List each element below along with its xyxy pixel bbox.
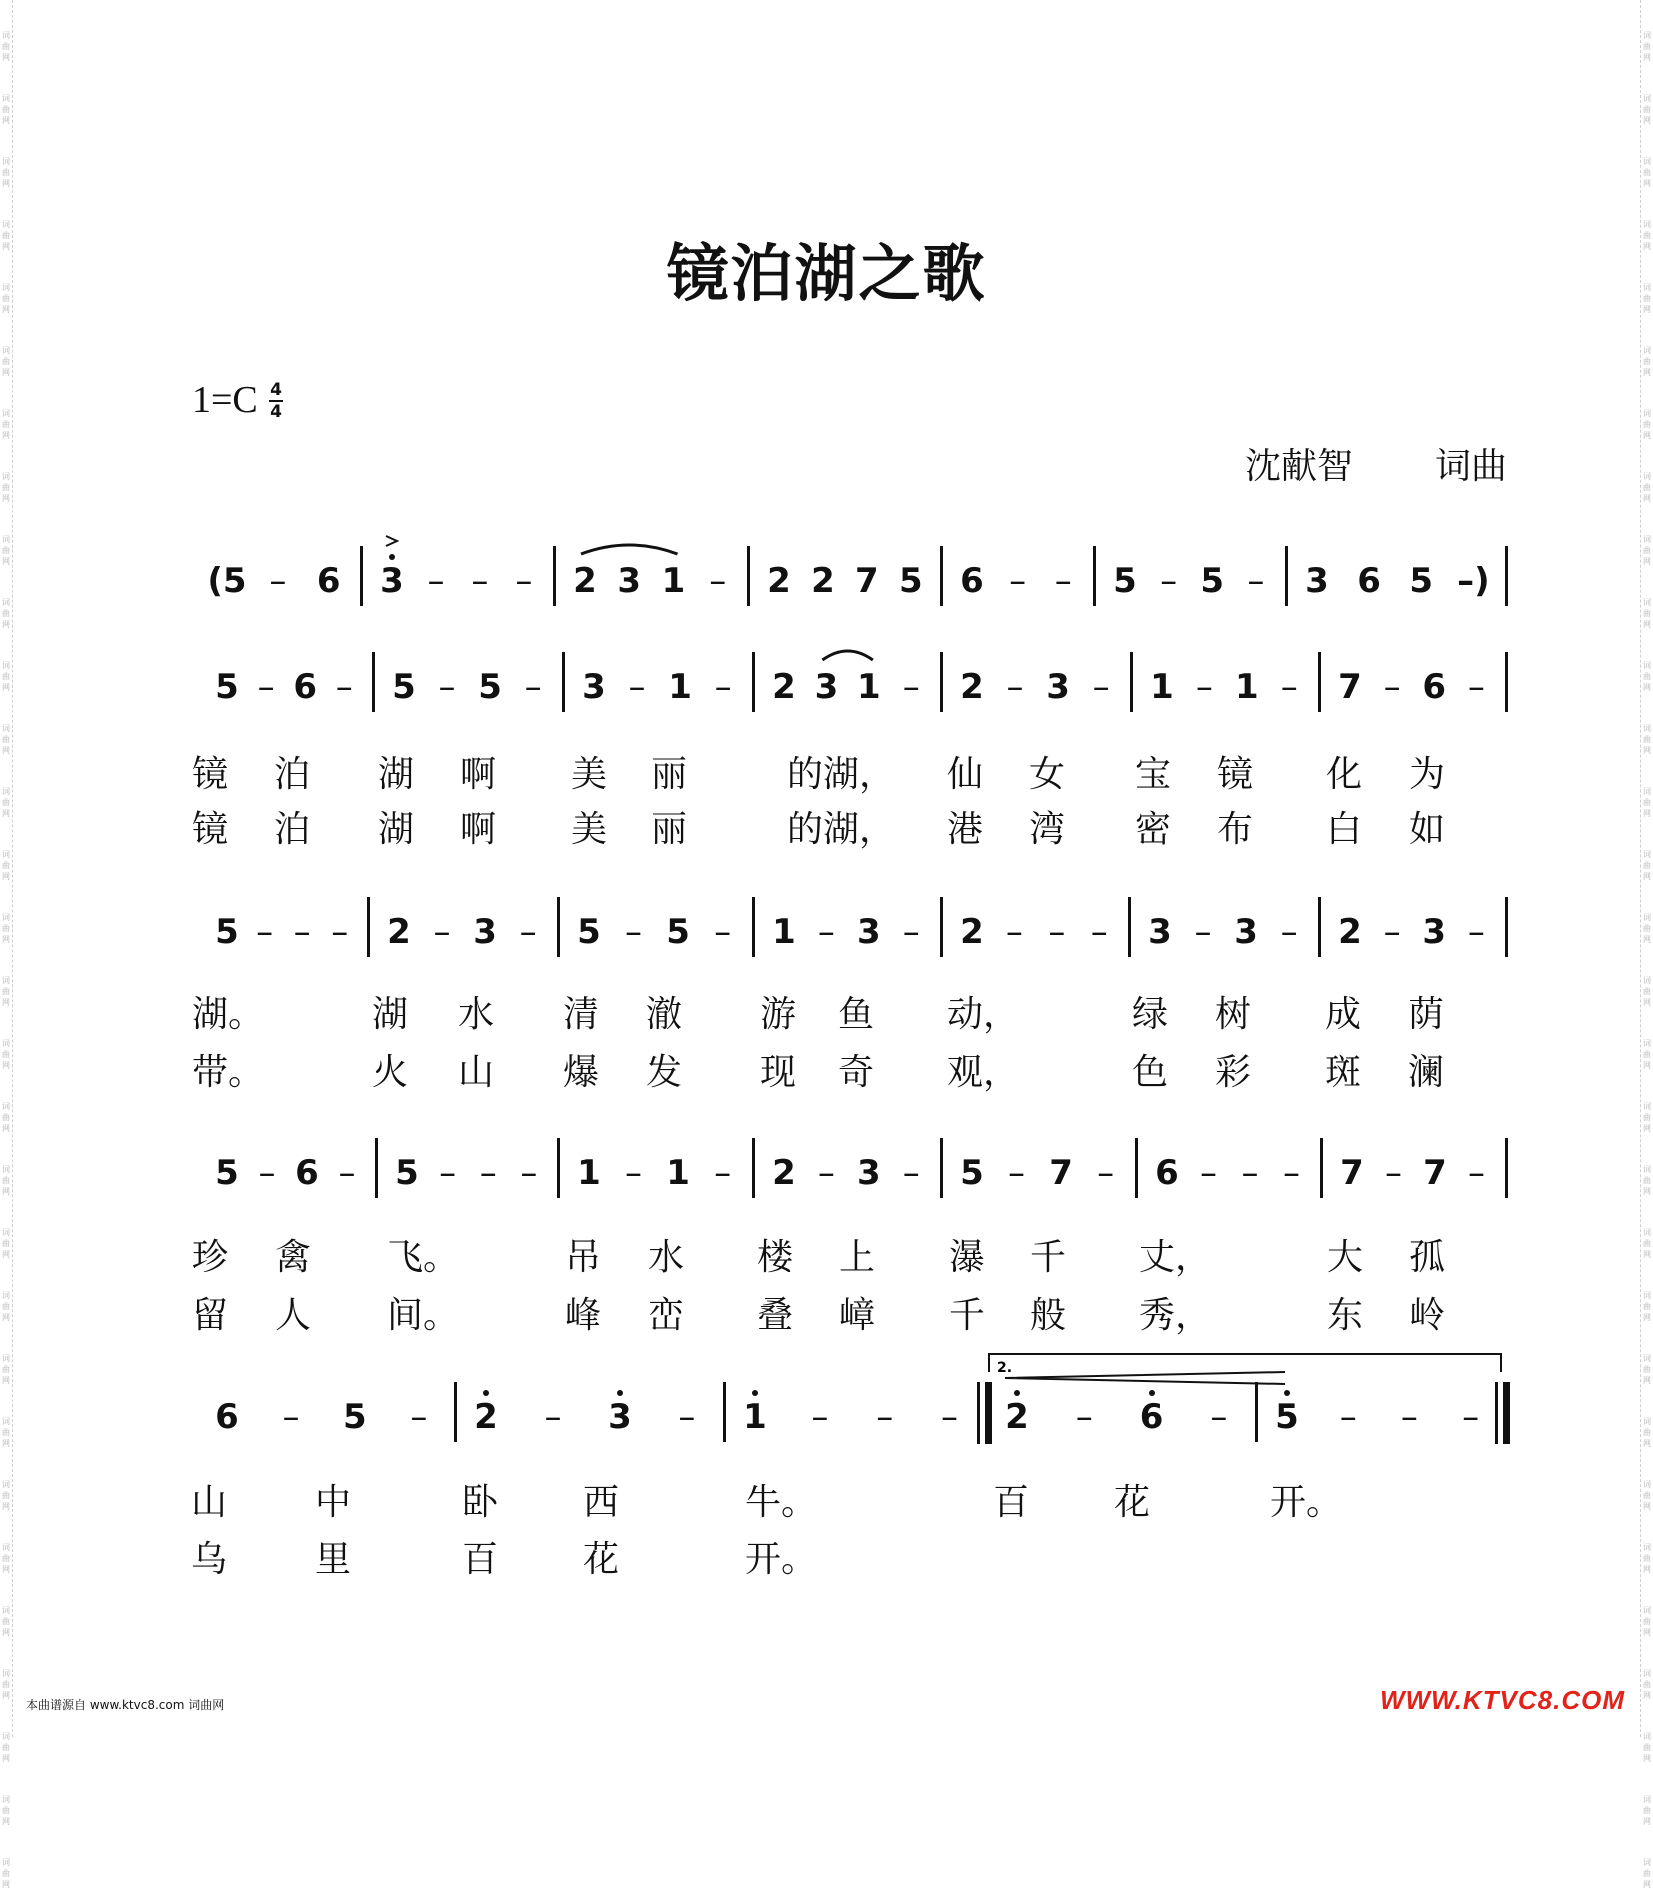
lyric-syllable: 山 xyxy=(458,1052,495,1093)
lyric-syllable: 镜 xyxy=(1217,754,1254,795)
note: 5 xyxy=(960,1153,984,1193)
lyric-syllable: 吊 xyxy=(565,1237,602,1278)
note: 2 xyxy=(960,667,984,707)
watermark-glyph: 词 曲 网 xyxy=(2,1795,10,1826)
note: 6 xyxy=(1155,1153,1179,1193)
duration-dash: – xyxy=(1400,1397,1418,1437)
duration-dash: – xyxy=(876,1397,894,1437)
note: 5 xyxy=(215,1153,239,1193)
song-title: 镜泊湖之歌 xyxy=(666,237,987,310)
note: 3 xyxy=(608,1397,632,1437)
note: 1 xyxy=(666,1153,690,1193)
lyric-syllable: 楼 xyxy=(757,1237,794,1278)
lyric-syllable: 西 xyxy=(583,1482,620,1523)
duration-dash: – xyxy=(1280,912,1298,952)
lyric-syllable: 珍 xyxy=(192,1237,229,1278)
note: 5 xyxy=(1275,1397,1299,1437)
lyric-syllable: 湾 xyxy=(1029,809,1066,850)
lyric-syllable: 东 xyxy=(1327,1295,1364,1336)
note: 6 xyxy=(960,561,984,601)
note: 5 xyxy=(215,667,239,707)
watermark-glyph: 词 曲 网 xyxy=(2,1291,10,1322)
watermark-glyph: 词 曲 网 xyxy=(1643,1165,1651,1196)
note: 5 xyxy=(1200,561,1225,601)
composer-name: 沈献智 xyxy=(1245,446,1354,487)
duration-dash: – xyxy=(439,1153,457,1193)
lyric-syllable: 港 xyxy=(947,809,984,850)
lyric-syllable: 化 xyxy=(1326,754,1363,795)
note: 2 xyxy=(772,667,796,707)
lyric-syllable: 水 xyxy=(458,994,495,1035)
note: 5 xyxy=(1113,561,1137,601)
duration-dash: – xyxy=(544,1397,562,1437)
lyric-syllable: 瀑 xyxy=(949,1237,986,1278)
slur xyxy=(581,545,677,554)
duration-dash: – xyxy=(1467,667,1485,707)
lyric-syllable: 开。 xyxy=(1270,1482,1343,1523)
lyric-syllable: 花 xyxy=(583,1539,620,1580)
lyric-syllable: 动， xyxy=(947,994,1020,1035)
lyric-syllable: 峦 xyxy=(648,1295,685,1336)
note: 3 xyxy=(814,667,839,707)
watermark-glyph: 词 曲 网 xyxy=(1643,1039,1651,1070)
duration-dash: – xyxy=(338,1153,356,1193)
duration-dash: – xyxy=(625,912,643,952)
lyric-syllable: 荫 xyxy=(1408,994,1445,1035)
lyric-syllable: 的湖， xyxy=(787,809,896,850)
note: 1 xyxy=(1235,667,1259,707)
watermark-glyph: 词 曲 网 xyxy=(1643,661,1651,692)
lyric-syllable: 为 xyxy=(1409,754,1446,795)
note: 1 xyxy=(661,561,686,601)
lyric-syllable: 澜 xyxy=(1408,1052,1445,1093)
note: 5 xyxy=(478,667,502,707)
note: 2 xyxy=(474,1397,498,1437)
watermark-glyph: 词 曲 网 xyxy=(1643,1858,1651,1889)
lyric-syllable: 秀， xyxy=(1139,1295,1212,1336)
duration-dash: – xyxy=(902,667,920,707)
duration-dash: – xyxy=(257,667,275,707)
lyric-syllable: 宝 xyxy=(1135,754,1172,795)
watermark-glyph: 词 曲 网 xyxy=(2,850,10,881)
lyric-syllable: 美 xyxy=(571,809,608,850)
note: 1 xyxy=(857,667,881,707)
watermark-glyph: 词 曲 网 xyxy=(2,1102,10,1133)
note: 3 xyxy=(380,561,404,601)
duration-dash: – xyxy=(1005,912,1023,952)
duration-dash: – xyxy=(817,912,835,952)
note: 3 xyxy=(1046,667,1070,707)
watermark-glyph: 词 曲 网 xyxy=(2,598,10,629)
watermark-glyph: 词 曲 网 xyxy=(2,1669,10,1700)
watermark-glyph: 词 曲 网 xyxy=(2,535,10,566)
duration-dash: – xyxy=(524,667,542,707)
note: 5 xyxy=(1409,561,1434,601)
watermark-glyph: 词 曲 网 xyxy=(2,1165,10,1196)
lyric-syllable: 乌 xyxy=(191,1539,228,1580)
lyric-syllable: 岭 xyxy=(1409,1295,1446,1336)
watermark-glyph: 词 曲 网 xyxy=(2,472,10,503)
duration-dash: – xyxy=(1241,1153,1259,1193)
lyric-syllable: 般 xyxy=(1030,1295,1067,1336)
duration-dash: – xyxy=(520,1153,538,1193)
watermark-glyph: 词 曲 网 xyxy=(1643,850,1651,881)
lyric-syllable: 游 xyxy=(760,994,797,1035)
duration-dash: – xyxy=(1467,912,1485,952)
lyric-syllable: 花 xyxy=(1114,1482,1151,1523)
lyric-syllable: 现 xyxy=(760,1052,797,1093)
lyric-syllable: 啊 xyxy=(460,754,497,795)
lyric-syllable: 火 xyxy=(372,1052,409,1093)
watermark-glyph: 词 曲 网 xyxy=(1643,724,1651,755)
watermark-glyph: 词 曲 网 xyxy=(2,1354,10,1385)
lyric-syllable: 间。 xyxy=(387,1295,460,1336)
duration-dash: – xyxy=(519,912,537,952)
second-ending-bracket xyxy=(989,1354,1501,1372)
duration-dash: – xyxy=(256,912,274,952)
note: 3 xyxy=(473,912,497,952)
duration-dash: – xyxy=(269,561,287,601)
note: 6 xyxy=(1357,561,1381,601)
key-signature: 1=C xyxy=(192,379,258,421)
note: 5 xyxy=(343,1397,367,1437)
note: 5 xyxy=(395,1153,419,1193)
lyric-syllable: 牛。 xyxy=(745,1482,818,1523)
note: 5 xyxy=(215,912,239,952)
lyric-syllable: 叠 xyxy=(757,1295,794,1336)
lyric-syllable: 仙 xyxy=(947,754,984,795)
duration-dash: – xyxy=(1097,1153,1115,1193)
watermark-glyph: 词 曲 网 xyxy=(1643,220,1651,251)
watermark-glyph: 词 曲 网 xyxy=(1643,409,1651,440)
duration-dash: – xyxy=(714,667,732,707)
note: 3 xyxy=(1148,912,1172,952)
watermark-glyph: 词 曲 网 xyxy=(1643,1480,1651,1511)
lyric-syllable: 的湖， xyxy=(787,754,896,795)
duration-dash: – xyxy=(941,1397,959,1437)
note: 3 xyxy=(1422,912,1447,952)
duration-dash: – xyxy=(335,667,353,707)
watermark-glyph: 词 曲 网 xyxy=(2,1732,10,1763)
duration-dash: – xyxy=(714,912,732,952)
lyric-syllable: 湖 xyxy=(378,754,415,795)
note: 3 xyxy=(857,1153,881,1193)
note: 6 xyxy=(295,1153,319,1193)
accent-mark xyxy=(386,536,397,546)
watermark-glyph: 词 曲 网 xyxy=(1643,1606,1651,1637)
note: 3 xyxy=(857,912,881,952)
watermark-glyph: 词 曲 网 xyxy=(2,976,10,1007)
duration-dash: – xyxy=(1383,667,1401,707)
duration-dash: – xyxy=(1092,667,1110,707)
lyric-syllable: 布 xyxy=(1217,809,1254,850)
lyric-syllable: 镜 xyxy=(192,809,229,850)
duration-dash: – xyxy=(1283,1153,1301,1193)
note: 7 xyxy=(1340,1153,1364,1193)
duration-dash: – xyxy=(331,912,349,952)
lyric-syllable: 峰 xyxy=(565,1295,602,1336)
duration-dash: – xyxy=(628,667,646,707)
lyric-syllable: 奇 xyxy=(838,1052,875,1093)
lyric-syllable: 斑 xyxy=(1325,1052,1362,1093)
lyric-syllable: 密 xyxy=(1135,809,1172,850)
note: 3 xyxy=(1305,561,1329,601)
lyric-syllable: 禽 xyxy=(275,1237,312,1278)
lyric-syllable: 白 xyxy=(1326,809,1363,850)
duration-dash: – xyxy=(258,1153,276,1193)
duration-dash: – xyxy=(433,912,451,952)
lyric-syllable: 水 xyxy=(648,1237,685,1278)
duration-dash: – xyxy=(1195,667,1213,707)
note: 2 xyxy=(772,1153,796,1193)
lyric-syllable: 孤 xyxy=(1409,1237,1446,1278)
watermark-glyph: 词 曲 网 xyxy=(1643,1732,1651,1763)
duration-dash: – xyxy=(1009,561,1027,601)
watermark-glyph: 词 曲 网 xyxy=(1643,94,1651,125)
note: 2 xyxy=(767,561,791,601)
lyric-syllable: 湖 xyxy=(378,809,415,850)
lyric-syllable: 留 xyxy=(192,1295,229,1336)
duration-dash: – xyxy=(1210,1397,1228,1437)
duration-dash: – xyxy=(1160,561,1178,601)
lyric-syllable: 丈， xyxy=(1139,1237,1212,1278)
watermark-glyph: 词 曲 网 xyxy=(2,1543,10,1574)
lyric-syllable: 开。 xyxy=(745,1539,818,1580)
duration-dash: – xyxy=(714,1153,732,1193)
lyric-syllable: 泊 xyxy=(274,809,311,850)
lyric-syllable: 鱼 xyxy=(838,994,875,1035)
duration-dash: – xyxy=(902,1153,920,1193)
watermark-glyph: 词 曲 网 xyxy=(1643,283,1651,314)
duration-dash: – xyxy=(479,1153,497,1193)
watermark-glyph: 词 曲 网 xyxy=(1643,472,1651,503)
lyric-syllable: 大 xyxy=(1327,1237,1364,1278)
duration-dash: – xyxy=(410,1397,428,1437)
duration-dash: – xyxy=(1194,912,1212,952)
note: 1 xyxy=(668,667,692,707)
lyric-syllable: 山 xyxy=(191,1482,228,1523)
watermark-glyph: 词 曲 网 xyxy=(1643,1417,1651,1448)
note: (5 xyxy=(207,561,247,601)
duration-dash: – xyxy=(515,561,533,601)
note: 1 xyxy=(772,912,796,952)
lyric-syllable: 啊 xyxy=(460,809,497,850)
watermark-glyph: 词 曲 网 xyxy=(1643,913,1651,944)
lyric-syllable: 澈 xyxy=(646,994,683,1035)
duration-dash: – xyxy=(1462,1397,1480,1437)
note: 7 xyxy=(1338,667,1362,707)
lyric-syllable: 飞。 xyxy=(387,1237,460,1278)
watermark-glyph: 词 曲 网 xyxy=(1643,1102,1651,1133)
watermark-glyph: 词 曲 网 xyxy=(1643,1354,1651,1385)
watermark-glyph: 词 曲 网 xyxy=(2,409,10,440)
lyric-syllable: 镜 xyxy=(192,754,229,795)
duration-dash: – xyxy=(293,912,311,952)
lyric-syllable: 百 xyxy=(993,1482,1030,1523)
lyric-syllable: 千 xyxy=(1030,1237,1067,1278)
duration-dash: – xyxy=(1468,1153,1486,1193)
note: 6 xyxy=(215,1397,239,1437)
lyric-syllable: 里 xyxy=(315,1539,352,1580)
duration-dash: – xyxy=(1008,1153,1026,1193)
duration-dash: – xyxy=(1090,912,1108,952)
note: 2 xyxy=(960,912,984,952)
duration-dash: – xyxy=(625,1153,643,1193)
duration-dash: – xyxy=(709,561,727,601)
lyric-syllable: 美 xyxy=(571,754,608,795)
lyric-syllable: 千 xyxy=(949,1295,986,1336)
composer-role: 词曲 xyxy=(1435,446,1508,487)
watermark-glyph: 词 曲 网 xyxy=(2,94,10,125)
meter-bottom: 4 xyxy=(270,402,282,422)
lyric-syllable: 丽 xyxy=(651,809,688,850)
note: 5 xyxy=(577,912,601,952)
lyric-syllable: 人 xyxy=(275,1295,312,1336)
watermark-glyph: 词 曲 网 xyxy=(1643,976,1651,1007)
watermark-glyph: 词 曲 网 xyxy=(2,1417,10,1448)
note: 5 xyxy=(666,912,690,952)
note: 6 xyxy=(1422,667,1447,707)
site-logo: WWW.KTVC8.COM xyxy=(1379,1685,1625,1715)
lyric-syllable: 清 xyxy=(563,994,600,1035)
note: 7 xyxy=(1049,1153,1073,1193)
duration-dash: – xyxy=(902,912,920,952)
duration-dash: – xyxy=(678,1397,696,1437)
ending-label: 2. xyxy=(997,1360,1013,1376)
lyric-syllable: 湖 xyxy=(372,994,409,1035)
note: 2 xyxy=(387,912,411,952)
watermark-glyph: 词 曲 网 xyxy=(1643,1543,1651,1574)
watermark-glyph: 词 曲 网 xyxy=(2,220,10,251)
note: 3 xyxy=(617,561,642,601)
note: 1 xyxy=(577,1153,601,1193)
watermark-glyph: 词 曲 网 xyxy=(2,1480,10,1511)
lyric-syllable: 爆 xyxy=(563,1052,600,1093)
lyric-syllable: 丽 xyxy=(651,754,688,795)
duration-dash: – xyxy=(1247,561,1265,601)
lyric-syllable: 如 xyxy=(1409,809,1446,850)
lyric-syllable: 绿 xyxy=(1132,994,1169,1035)
lyric-syllable: 带。 xyxy=(192,1052,265,1093)
duration-dash: – xyxy=(471,561,489,601)
watermark-glyph: 词 曲 网 xyxy=(2,913,10,944)
duration-dash: – xyxy=(1006,667,1024,707)
watermark-glyph: 词 曲 网 xyxy=(2,1606,10,1637)
note: 1 xyxy=(1150,667,1174,707)
duration-dash: – xyxy=(427,561,445,601)
note: 6 xyxy=(293,667,317,707)
duration-dash: – xyxy=(811,1397,829,1437)
watermark-glyph: 词 曲 网 xyxy=(1643,1795,1651,1826)
duration-dash: – xyxy=(1385,1153,1402,1193)
note: 2 xyxy=(811,561,835,601)
watermark-glyph: 词 曲 网 xyxy=(2,1228,10,1259)
lyric-syllable: 彩 xyxy=(1215,1052,1252,1093)
note: 2 xyxy=(1338,912,1362,952)
note: 2 xyxy=(1005,1397,1029,1437)
watermark-glyph: 词 曲 网 xyxy=(2,1858,10,1889)
note: 1 xyxy=(743,1397,767,1437)
footer-source-note: 本曲谱源自 www.ktvc8.com 词曲网 xyxy=(26,1698,225,1712)
lyric-syllable: 卧 xyxy=(462,1482,499,1523)
lyric-syllable: 观， xyxy=(947,1052,1020,1093)
note: –) xyxy=(1457,561,1490,601)
note: 3 xyxy=(582,667,606,707)
duration-dash: – xyxy=(1339,1397,1357,1437)
note: 6 xyxy=(316,561,341,601)
note: 6 xyxy=(1139,1397,1164,1437)
watermark-glyph: 词 曲 网 xyxy=(1643,535,1651,566)
watermark-glyph: 词 曲 网 xyxy=(2,787,10,818)
watermark-glyph: 词 曲 网 xyxy=(1643,598,1651,629)
watermark-glyph: 词 曲 网 xyxy=(2,1039,10,1070)
watermark-glyph: 词 曲 网 xyxy=(1643,346,1651,377)
watermark-glyph: 词 曲 网 xyxy=(1643,1228,1651,1259)
watermark-glyph: 词 曲 网 xyxy=(2,661,10,692)
slur xyxy=(822,651,872,660)
note: 5 xyxy=(898,561,923,601)
watermark-glyph: 词 曲 网 xyxy=(2,283,10,314)
duration-dash: – xyxy=(1383,912,1401,952)
duration-dash: – xyxy=(282,1397,300,1437)
meter-top: 4 xyxy=(270,380,282,400)
duration-dash: – xyxy=(1048,912,1066,952)
lyric-syllable: 泊 xyxy=(274,754,311,795)
diminuendo-hairpin xyxy=(1005,1372,1285,1384)
note: 5 xyxy=(392,667,416,707)
lyric-syllable: 成 xyxy=(1325,994,1362,1035)
duration-dash: – xyxy=(1075,1397,1093,1437)
lyric-syllable: 树 xyxy=(1215,994,1252,1035)
note: 7 xyxy=(1423,1153,1447,1193)
note: 7 xyxy=(855,561,879,601)
duration-dash: – xyxy=(1200,1153,1217,1193)
watermark-glyph: 词 曲 网 xyxy=(1643,157,1651,188)
note: 3 xyxy=(1234,912,1258,952)
lyric-syllable: 发 xyxy=(646,1052,683,1093)
watermark-glyph: 词 曲 网 xyxy=(1643,31,1651,62)
lyric-syllable: 色 xyxy=(1132,1052,1169,1093)
watermark-glyph: 词 曲 网 xyxy=(2,724,10,755)
watermark-glyph: 词 曲 网 xyxy=(2,346,10,377)
lyric-syllable: 中 xyxy=(315,1482,352,1523)
watermark-glyph: 词 曲 网 xyxy=(2,31,10,62)
watermark-glyph: 词 曲 网 xyxy=(1643,1291,1651,1322)
lyric-syllable: 女 xyxy=(1029,754,1066,795)
watermark-glyph: 词 曲 网 xyxy=(2,157,10,188)
watermark-glyph: 词 曲 网 xyxy=(1643,1669,1651,1700)
lyric-syllable: 嶂 xyxy=(839,1295,876,1336)
lyric-syllable: 百 xyxy=(462,1539,499,1580)
duration-dash: – xyxy=(817,1153,835,1193)
watermark-glyph: 词 曲 网 xyxy=(1643,787,1651,818)
duration-dash: – xyxy=(1280,667,1298,707)
duration-dash: – xyxy=(1054,561,1072,601)
note: 2 xyxy=(573,561,597,601)
lyric-syllable: 湖。 xyxy=(192,994,265,1035)
duration-dash: – xyxy=(438,667,456,707)
lyric-syllable: 上 xyxy=(839,1237,876,1278)
